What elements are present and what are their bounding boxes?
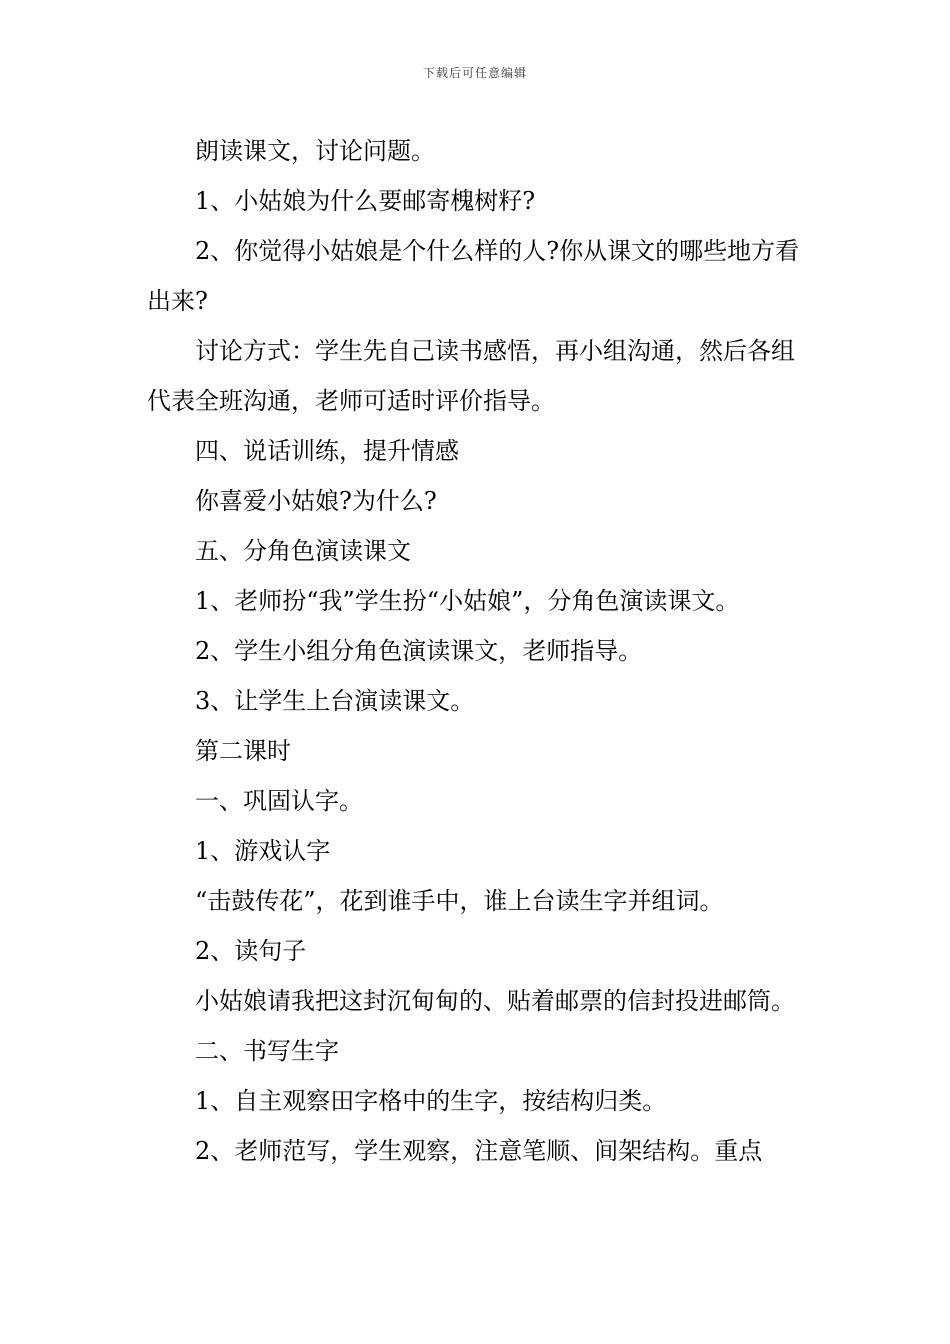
paragraph: 2、学生小组分角色演读课文，老师指导。 — [195, 637, 643, 665]
paragraph: “击鼓传花”，花到谁手中，谁上台读生字并组词。 — [195, 887, 724, 915]
paragraph: 3、让学生上台演读课文。 — [195, 687, 475, 715]
paragraph: 讨论方式：学生先自己读书感悟，再小组沟通，然后各组代表全班沟通，老师可适时评价指导。 — [147, 337, 795, 415]
paragraph: 2、你觉得小姑娘是个什么样的人?你从课文的哪些地方看出来? — [147, 237, 800, 315]
document-body — [147, 126, 817, 1176]
section-heading: 二、书写生字 — [195, 1037, 339, 1065]
paragraph: 2、老师范写，学生观察，注意笔顺、间架结构。重点 — [195, 1137, 763, 1165]
section-heading: 四、说话训练，提升情感 — [195, 437, 459, 465]
page-header-note: 下载后可任意编辑 — [422, 66, 527, 80]
section-heading: 五、分角色演读课文 — [195, 537, 411, 565]
paragraph: 1、老师扮“我”学生扮“小姑娘”，分角色演读课文。 — [195, 587, 740, 615]
paragraph: 1、自主观察田字格中的生字，按结构归类。 — [195, 1087, 667, 1115]
paragraph: 1、小姑娘为什么要邮寄槐树籽? — [195, 187, 536, 215]
paragraph: 小姑娘请我把这封沉甸甸的、贴着邮票的信封投进邮筒。 — [195, 987, 795, 1015]
paragraph: 1、游戏认字 — [195, 837, 331, 865]
paragraph: 朗读课文，讨论问题。 — [195, 137, 435, 165]
section-heading: 一、巩固认字。 — [195, 787, 363, 815]
paragraph: 你喜爱小姑娘?为什么? — [195, 487, 437, 515]
paragraph: 2、读句子 — [195, 937, 307, 965]
section-heading: 第二课时 — [195, 737, 291, 765]
